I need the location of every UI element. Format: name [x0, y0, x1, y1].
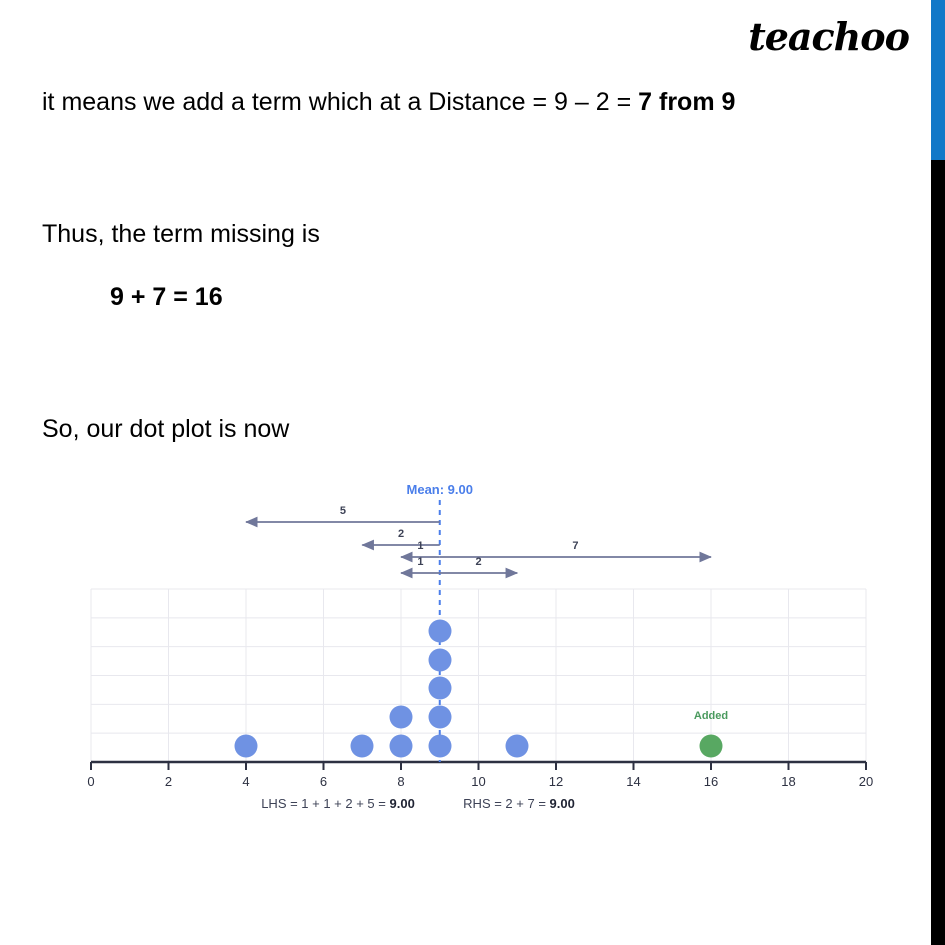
lhs-caption — [261, 796, 415, 811]
deviation-arrow-label: 1 — [417, 556, 424, 568]
x-tick-label: 16 — [703, 774, 719, 789]
rhs-caption — [463, 796, 575, 811]
deviation-arrow-label: 5 — [339, 505, 346, 517]
right-edge-black-bar — [931, 160, 945, 945]
x-tick-label: 2 — [164, 774, 173, 789]
statement-line-4: So, our dot plot is now — [42, 415, 290, 443]
data-dot-x16 — [700, 735, 723, 758]
x-tick-label: 0 — [87, 774, 95, 789]
deviation-arrow-label: 2 — [475, 556, 482, 568]
data-dot-x8 — [390, 706, 413, 729]
deviation-arrow-label: 2 — [397, 528, 405, 540]
data-dot-x9 — [428, 735, 451, 758]
x-tick-label: 12 — [548, 774, 564, 789]
data-dot-x9 — [428, 619, 451, 642]
lhs-caption-plain: LHS = 1 + 1 + 2 + 5 = — [261, 796, 390, 811]
data-dot-x9 — [428, 677, 451, 700]
rhs-caption-plain: RHS = 2 + 7 = — [463, 796, 550, 811]
x-tick-label: 20 — [858, 774, 874, 789]
right-edge-blue-bar — [931, 0, 945, 160]
statement-line-1-prefix: it means we add a term which at a Distance = 9 – 2 = — [42, 88, 639, 116]
x-tick-label: 18 — [781, 774, 796, 789]
statement-line-1 — [42, 88, 735, 117]
x-tick-label: 6 — [319, 774, 328, 789]
deviation-arrow-label: 7 — [572, 540, 579, 552]
teachoo-logo: teachoo — [748, 14, 909, 59]
deviation-arrow-label: 1 — [417, 540, 424, 552]
data-dot-x4 — [235, 735, 258, 758]
x-tick-label: 4 — [242, 774, 250, 789]
rhs-caption-value: 9.00 — [549, 796, 575, 811]
lhs-caption-value: 9.00 — [389, 796, 415, 811]
added-dot-label: Added — [693, 710, 729, 722]
x-tick-label: 10 — [471, 774, 486, 789]
x-tick-label: 14 — [626, 774, 641, 789]
x-tick-label: 8 — [397, 774, 405, 789]
data-dot-x7 — [351, 735, 374, 758]
data-dot-x11 — [506, 735, 529, 758]
data-dot-x9 — [428, 648, 451, 671]
statement-line-1-bold: 7 from 9 — [638, 88, 736, 116]
mean-label: Mean: 9.00 — [406, 482, 473, 497]
data-dot-x9 — [428, 706, 451, 729]
statement-answer: 9 + 7 = 16 — [110, 283, 223, 311]
statement-line-2: Thus, the term missing is — [42, 220, 320, 248]
data-dot-x8 — [390, 735, 413, 758]
